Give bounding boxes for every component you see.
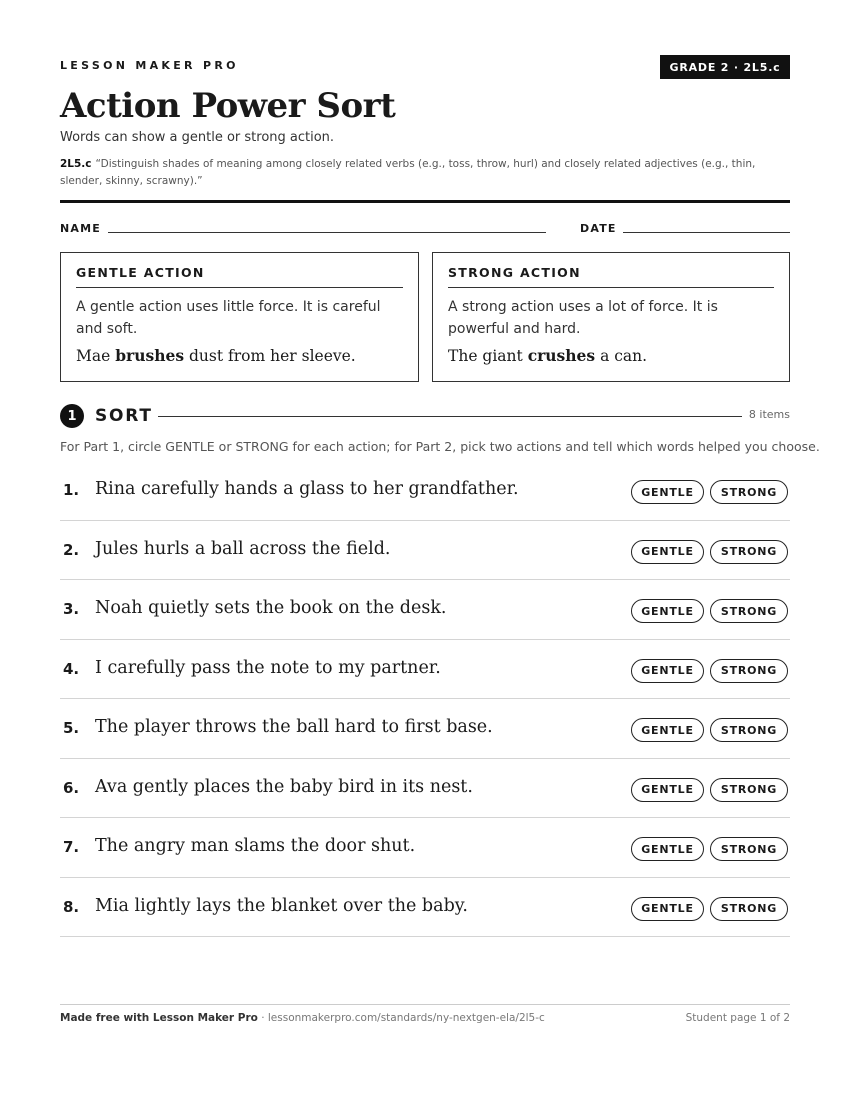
page-subtitle: Words can show a gentle or strong action. [60, 130, 335, 145]
strong-definition-heading: STRONG ACTION [448, 265, 774, 288]
item-number: 5. [63, 719, 80, 737]
footer-divider [60, 1004, 790, 1005]
item-sentence: Noah quietly sets the book on the desk. [95, 598, 447, 618]
gentle-option[interactable]: GENTLE [631, 540, 704, 564]
gentle-option[interactable]: GENTLE [631, 599, 704, 623]
item-sentence: The player throws the ball hard to first base. [95, 717, 493, 737]
gentle-definition-heading: GENTLE ACTION [76, 265, 403, 288]
gentle-option[interactable]: GENTLE [631, 897, 704, 921]
item-count: 8 items [748, 408, 790, 421]
item-sentence: Ava gently places the baby bird in its nest. [95, 776, 473, 797]
item-number: 4. [63, 659, 80, 678]
example-verb: crushes [527, 346, 596, 365]
item-number: 3. [63, 600, 80, 618]
name-label: NAME [60, 222, 101, 235]
gentle-option[interactable]: GENTLE [631, 718, 704, 742]
standard-code: 2L5.c [60, 158, 92, 170]
section-title: SORT [95, 406, 153, 426]
footer-credit [60, 1012, 545, 1024]
gentle-option[interactable]: GENTLE [631, 778, 704, 802]
item-number: 7. [63, 838, 80, 856]
strong-option[interactable]: STRONG [710, 718, 788, 742]
name-field[interactable] [108, 232, 546, 233]
example-text: The giant [448, 347, 528, 365]
sort-item [60, 818, 790, 878]
sort-item [60, 640, 790, 700]
example-verb: brushes [115, 346, 185, 365]
footer-separator: · [257, 1012, 268, 1024]
item-sentence: The angry man slams the door shut. [95, 836, 416, 856]
strong-option[interactable]: STRONG [710, 897, 788, 921]
item-number: 2. [63, 540, 80, 559]
strong-option[interactable]: STRONG [710, 480, 788, 504]
page-title: Action Power Sort [60, 86, 396, 126]
item-sentence: Mia lightly lays the blanket over the baby. [95, 895, 468, 916]
example-text: dust from her sleeve. [184, 347, 356, 365]
gentle-example [76, 346, 403, 365]
gentle-option[interactable]: GENTLE [631, 480, 704, 504]
date-field[interactable] [623, 232, 790, 233]
section-number-badge: 1 [60, 404, 84, 428]
strong-option[interactable]: STRONG [710, 659, 788, 683]
strong-option[interactable]: STRONG [710, 540, 788, 564]
item-number: 1. [63, 481, 80, 499]
strong-option[interactable]: STRONG [710, 599, 788, 623]
sort-item [60, 580, 790, 640]
strong-option[interactable]: STRONG [710, 778, 788, 802]
footer-url[interactable]: lessonmakerpro.com/standards/ny-nextgen-ela/2l5-c [267, 1012, 545, 1024]
standard-text: “Distinguish shades of meaning among closely related verbs (e.g., toss, throw, hurl) and closely related adjectives (e.g., thin, slender, skinny, scrawny).” [60, 158, 756, 187]
gentle-option[interactable]: GENTLE [631, 837, 704, 861]
strong-definition-box [432, 252, 790, 382]
footer-page-number: Student page 1 of 2 [685, 1012, 790, 1024]
date-label: DATE [580, 222, 617, 235]
brand-name: LESSON MAKER PRO [60, 59, 239, 72]
standard-description [60, 156, 790, 190]
sort-item [60, 759, 790, 819]
example-text: a can. [595, 347, 648, 365]
strong-definition-text: A strong action uses a lot of force. It is powerful and hard. [448, 299, 718, 337]
strong-example [448, 346, 774, 365]
item-sentence: Jules hurls a ball across the field. [95, 538, 391, 559]
item-sentence: Rina carefully hands a glass to her grandfather. [95, 479, 519, 499]
gentle-definition-box [60, 252, 419, 382]
item-number: 6. [63, 778, 80, 797]
section-instructions: For Part 1, circle GENTLE or STRONG for each action; for Part 2, pick two actions and tell which words helped you choose. [60, 439, 820, 454]
example-text: Mae [76, 347, 116, 365]
gentle-option[interactable]: GENTLE [631, 659, 704, 683]
sort-items-list [60, 461, 790, 937]
sort-item [60, 521, 790, 581]
section-divider [158, 416, 742, 417]
grade-badge: GRADE 2 · 2L5.c [660, 55, 790, 79]
sort-item [60, 699, 790, 759]
sort-item [60, 461, 790, 521]
gentle-definition-text: A gentle action uses little force. It is careful and soft. [76, 299, 381, 337]
sort-item [60, 878, 790, 938]
footer-made-with: Made free with Lesson Maker Pro [60, 1012, 258, 1024]
item-number: 8. [63, 897, 80, 916]
header-divider [60, 200, 790, 203]
item-sentence: I carefully pass the note to my partner. [95, 657, 441, 678]
strong-option[interactable]: STRONG [710, 837, 788, 861]
